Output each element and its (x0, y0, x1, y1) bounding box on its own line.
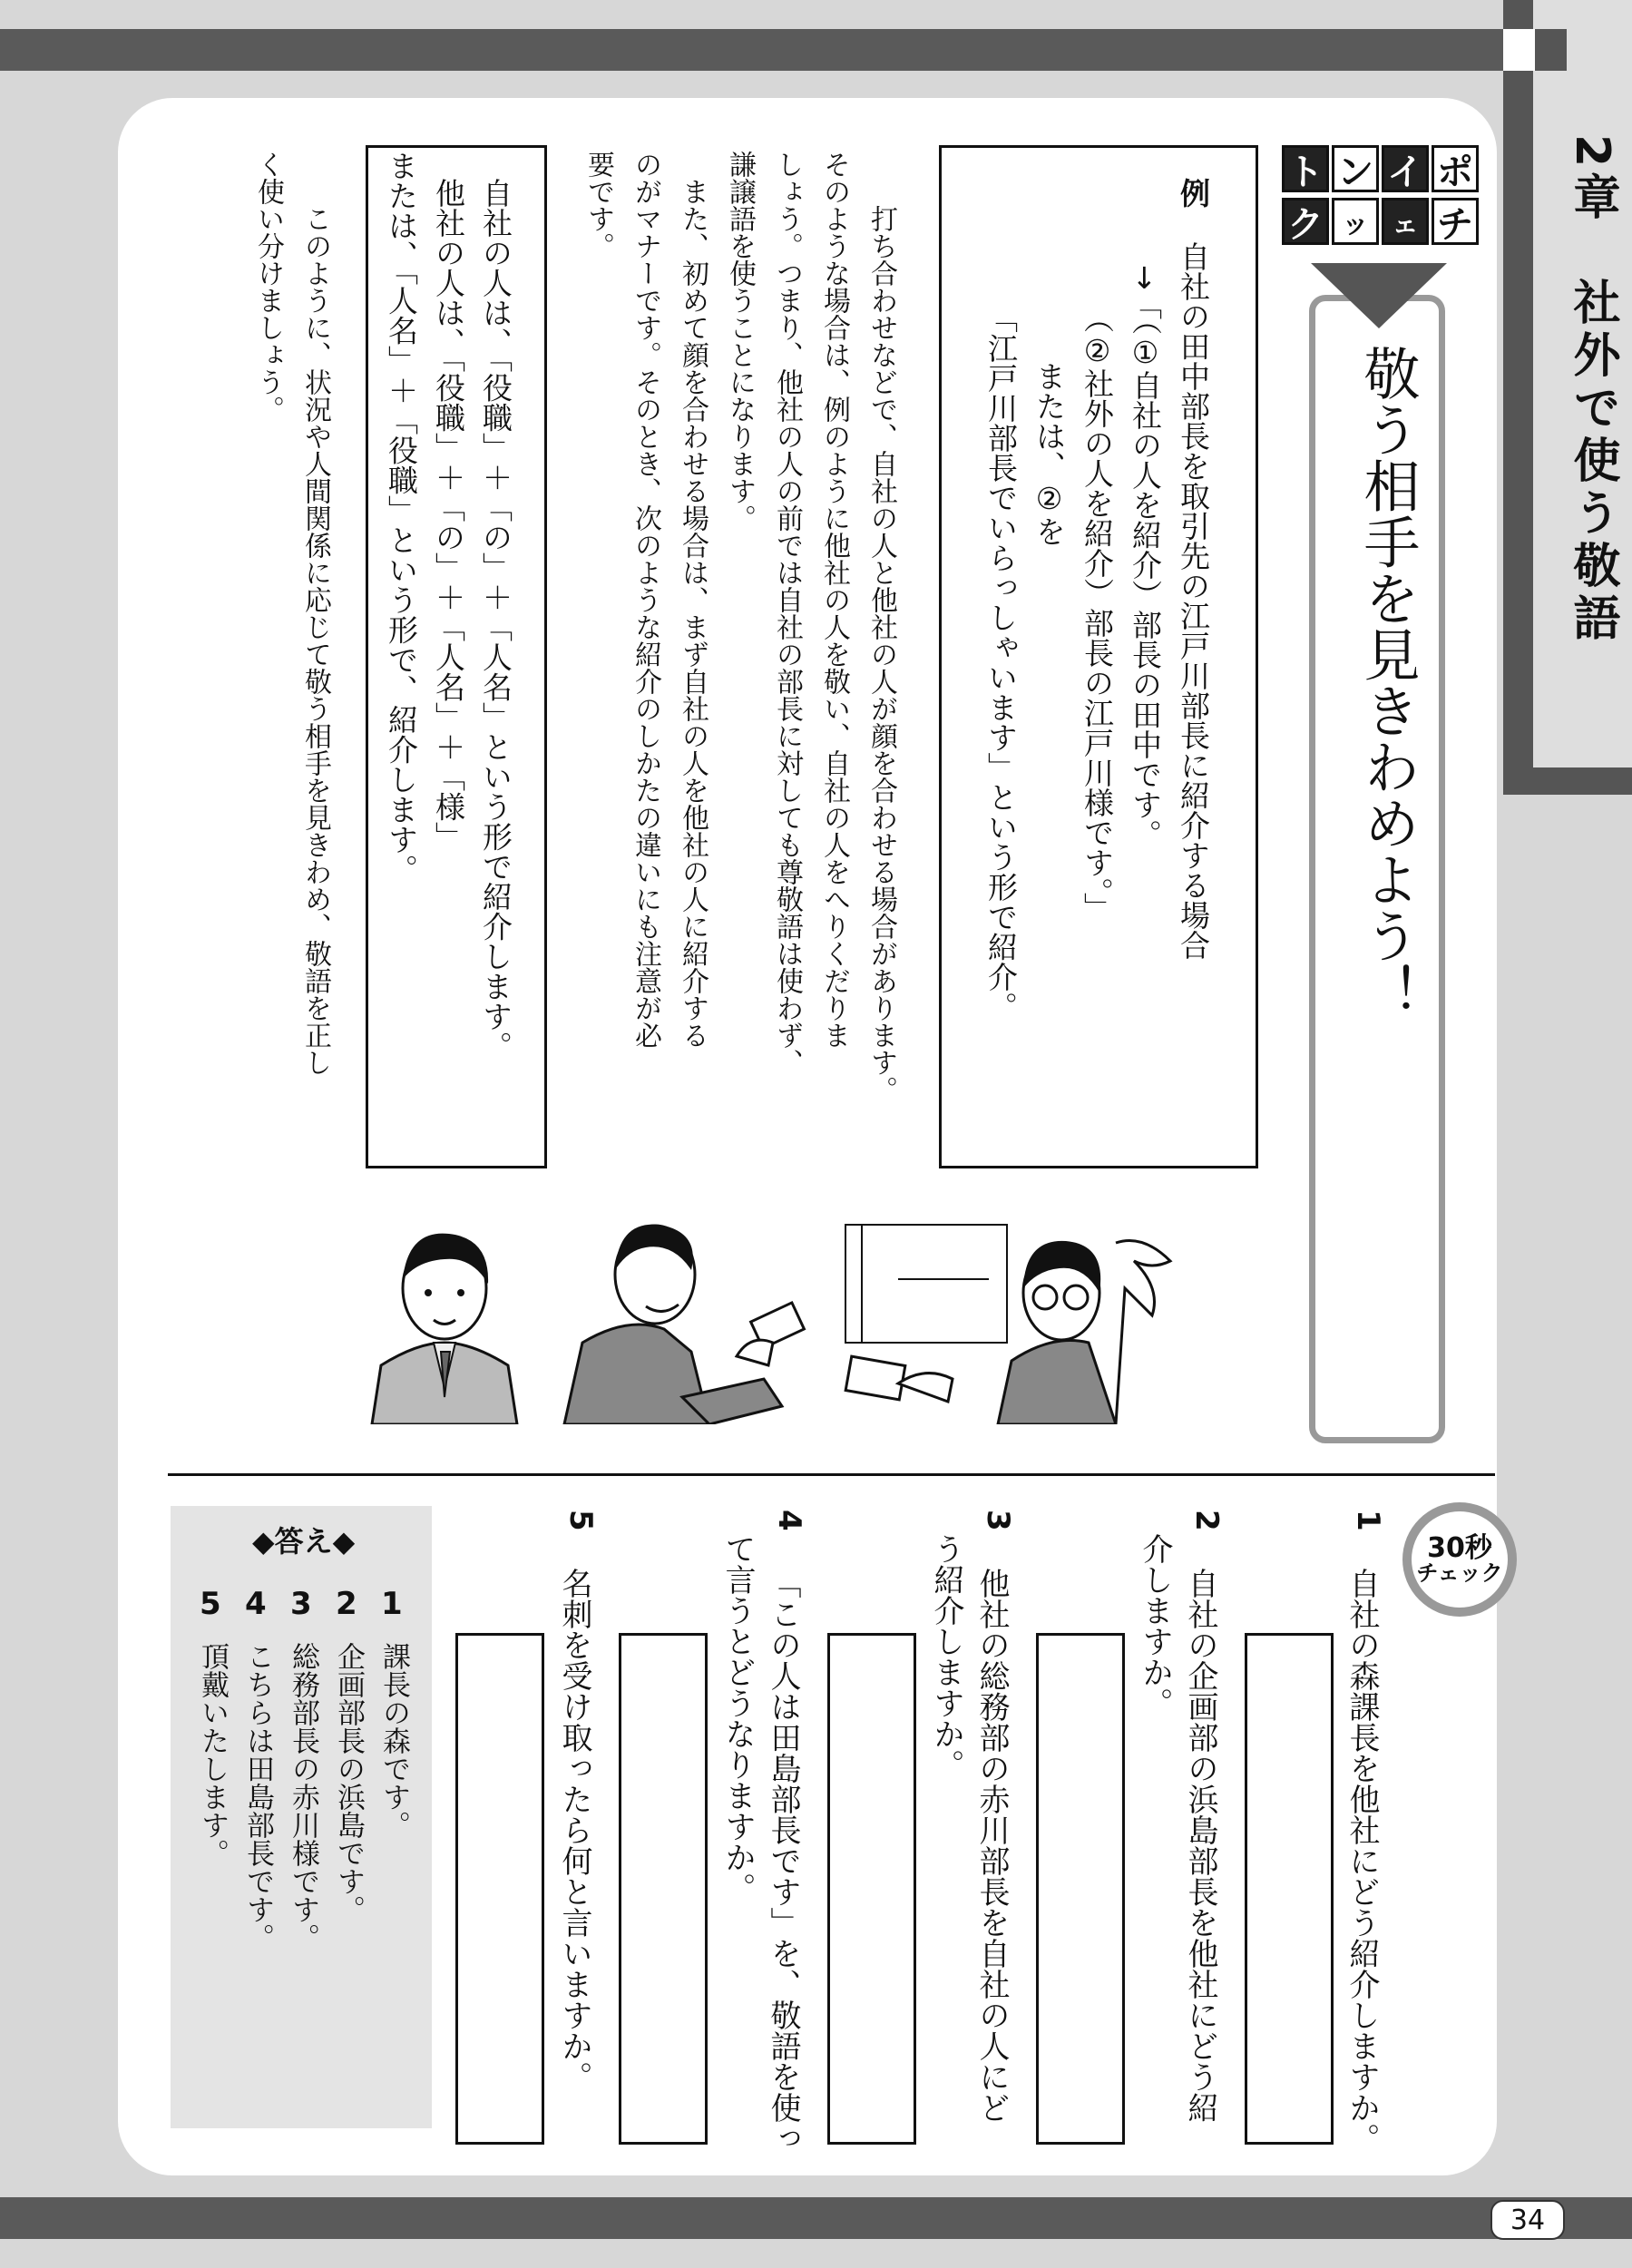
question-text: 自社の企画部の浜島部長を他社にどう紹 (1182, 1568, 1218, 2123)
body-line: そのような場合は、例のように他社の人を敬い、自社の人をへりくだりま (818, 151, 850, 1049)
example-label: 例 (1176, 178, 1211, 208)
body-line: また、初めて顔を合わせる場合は、まず自社の人を他社の人に紹介する (677, 151, 709, 1049)
answer-input-box-1[interactable] (1245, 1633, 1334, 2145)
section-divider (168, 1473, 1495, 1476)
page-number: 34 (1490, 2200, 1565, 2240)
pc-cell: ッ (1332, 198, 1379, 245)
question-number: 3 (980, 1510, 1016, 1531)
answer-input-box-3[interactable] (827, 1633, 916, 2145)
answers-title: ◆答え◆ (252, 1524, 356, 1559)
businessman-exchanging-card-illustration (555, 1207, 827, 1424)
body-line: 謙譲語を使うことになります。 (724, 151, 756, 532)
top-band (0, 29, 1632, 71)
thirty-second-check-badge-label (1412, 1511, 1508, 1608)
question-number: 1 (1350, 1510, 1386, 1531)
formula-line: 自社の人は、「役職」＋「の」＋「人名」という形で紹介します。 (478, 178, 513, 1061)
businessman-illustration (363, 1207, 526, 1424)
pc-cell: チ (1432, 198, 1479, 245)
answer-number: 1 (381, 1586, 403, 1622)
answer-number: 2 (336, 1586, 357, 1622)
body-line: 要です。 (582, 151, 614, 259)
example-line: →「（①自社の人を紹介）部長の田中です。 (1128, 265, 1163, 850)
closing-line: く使い分けましょう。 (252, 151, 284, 423)
example-line: （②社外の人を紹介）部長の江戸川様です。」 (1080, 303, 1115, 923)
body-line: のがマナーです。そのとき、次のような紹介のしかたの違いにも注意が必 (630, 151, 661, 1049)
answer-text: 課長の森です。 (377, 1642, 410, 1839)
question-text: 自社の森課長を他社にどう紹介しますか。 (1344, 1568, 1380, 2154)
formula-line: または、「人名」＋「役職」という形で、紹介します。 (384, 151, 419, 885)
pc-cell: ト (1282, 145, 1329, 192)
pc-cell: イ (1382, 145, 1429, 192)
example-line: 「江戸川部長でいらっしゃいます」という形で紹介。 (983, 303, 1019, 1022)
closing-line: このように、状況や人間関係に応じて敬う相手を見きわめ、敬語を正し (299, 178, 331, 1076)
example-line: または、②を (1031, 361, 1067, 546)
answer-number: 3 (290, 1586, 312, 1622)
answer-text: こちらは田島部長です。 (241, 1642, 274, 1951)
answer-number: 5 (200, 1586, 221, 1622)
businessman-with-glasses-illustration (844, 1207, 1188, 1424)
answer-input-box-4[interactable] (619, 1633, 708, 2145)
pc-cell: ク (1282, 198, 1329, 245)
section-title: 敬う相手を見きわめよう！ (1354, 345, 1421, 1020)
answer-text: 総務部長の赤川様です。 (287, 1642, 319, 1951)
question-text: 「この人は田島部長です」を、敬語を使っ (765, 1568, 801, 2154)
pc-cell: ポ (1432, 145, 1479, 192)
corner-square (1503, 29, 1535, 71)
answer-input-box-5[interactable] (455, 1633, 544, 2145)
corner-square-dark (1535, 29, 1567, 71)
question-text: 名刺を受け取ったら何と言いますか。 (556, 1568, 592, 2092)
badge-top-text: 30秒 (1427, 1532, 1492, 1564)
formula-line: 他社の人は、「役職」＋「の」＋「人名」＋「様」 (431, 178, 466, 852)
question-number: 4 (771, 1510, 807, 1531)
question-number: 2 (1188, 1510, 1225, 1531)
question-text: 介しますか。 (1137, 1533, 1173, 1718)
point-check-logo (1281, 145, 1479, 252)
chapter-title: 2章 社外で使う敬語 (1565, 134, 1619, 647)
question-text: て言うとどうなりますか。 (719, 1533, 756, 1903)
question-number: 5 (562, 1510, 599, 1531)
question-text: う紹介しますか。 (928, 1533, 964, 1780)
pc-cell: ン (1332, 145, 1379, 192)
answer-text: 企画部長の浜島です。 (332, 1642, 365, 1923)
body-line: 打ち合わせなどで、自社の人と他社の人が顔を合わせる場合があります。 (865, 178, 897, 1103)
pc-cell: ェ (1382, 198, 1429, 245)
answer-number: 4 (245, 1586, 267, 1622)
title-arrow (1311, 263, 1447, 328)
bottom-band (0, 2197, 1632, 2239)
body-line: しょう。つまり、他社の人の前では自社の部長に対しても尊敬語は使わず、 (771, 151, 803, 1076)
answer-text: 頂戴いたします。 (196, 1642, 229, 1867)
question-text: 他社の総務部の赤川部長を自社の人にど (973, 1568, 1010, 2123)
answer-input-box-2[interactable] (1036, 1633, 1125, 2145)
example-line: 自社の田中部長を取引先の江戸川部長に紹介する場合 (1176, 241, 1211, 960)
badge-bottom-text: チェック (1416, 1560, 1503, 1586)
